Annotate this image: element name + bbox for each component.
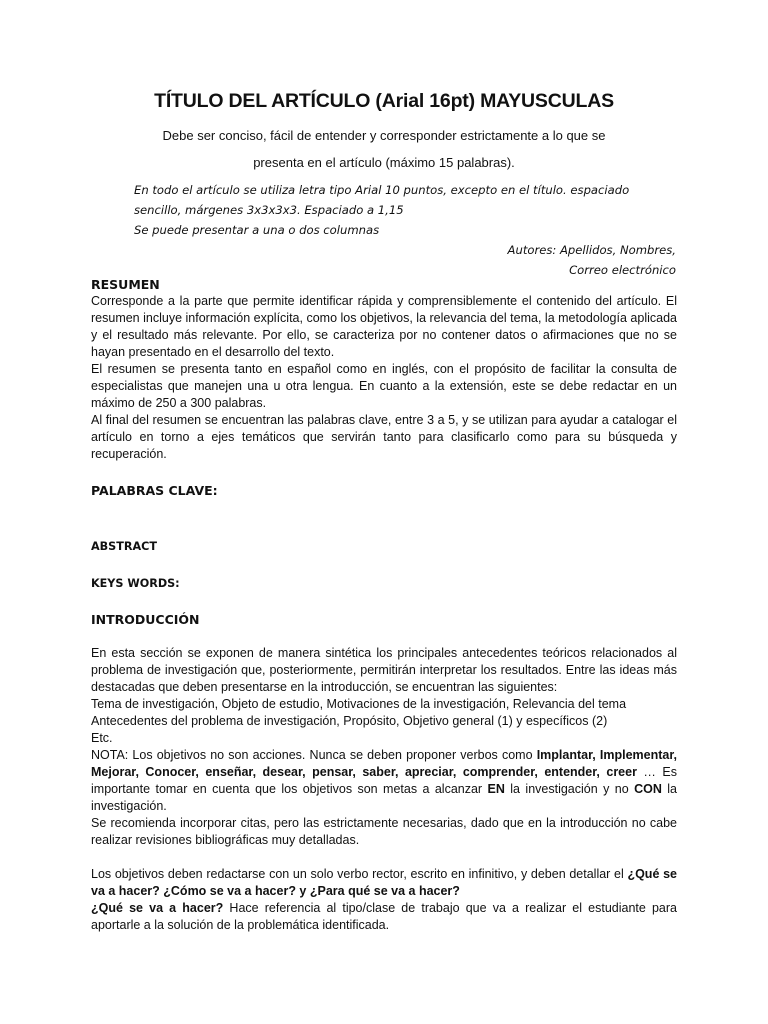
format-note-3: Se puede presentar a una o dos columnas bbox=[134, 223, 380, 237]
resumen-paragraph: Al final del resumen se encuentran las palabras clave, entre 3 a 5, y se utilizan para ayudar a catalogar el artículo en torno a ejes temáticos que servirán tanto para clasificarlo como para su búsqueda y recuperación. bbox=[91, 413, 677, 461]
resumen-body bbox=[91, 293, 677, 463]
nota-text: la investigación. bbox=[91, 782, 677, 813]
format-note-2: sencillo, márgenes 3x3x3x3. Espaciado a 1,15 bbox=[134, 203, 404, 217]
introduccion-heading: INTRODUCCIÓN bbox=[91, 612, 200, 627]
nota-verbs: Implantar, Implementar, Mejorar, Conocer, enseñar, desear, pensar, saber, apreciar, comprender, entender, creer bbox=[91, 748, 677, 779]
que-question: ¿Qué se va a hacer? bbox=[91, 901, 224, 915]
objetivos-paragraph bbox=[91, 866, 677, 900]
intro-list-line: Tema de investigación, Objeto de estudio, Motivaciones de la investigación, Relevancia del tema bbox=[91, 697, 627, 711]
resumen-paragraph: Corresponde a la parte que permite identificar rápida y comprensiblemente el contenido del artículo. El resumen incluye información explícita, como los objetivos, la relevancia del tema, la metodología aplicada y el resultado más relevante. Por ello, se caracteriza por no contener datos o afirmaciones que no se hayan presentado en el desarrollo del texto. bbox=[91, 294, 677, 359]
que-paragraph bbox=[91, 900, 677, 934]
nota-text: NOTA: Los objetivos no son acciones. Nunca se deben proponer verbos como bbox=[91, 748, 537, 762]
que-text: Hace referencia al tipo/clase de trabajo que va a realizar el estudiante para aportarle a la solución de la problemática identificada. bbox=[91, 901, 677, 932]
intro-list-line: Antecedentes del problema de investigación, Propósito, Objetivo general (1) y específicos (2) bbox=[91, 714, 608, 728]
objetivos-questions: ¿Qué se va a hacer? ¿Cómo se va a hacer? y ¿Para qué se va a hacer? bbox=[91, 867, 677, 898]
resumen-paragraph: El resumen se presenta tanto en español como en inglés, con el propósito de facilitar la consulta de especialistas que manejen una u otra lengua. En cuanto a la extensión, este se debe redactar en un máximo de 250 a 300 palabras. bbox=[91, 362, 677, 410]
introduccion-body bbox=[91, 645, 677, 934]
format-note-1: En todo el artículo se utiliza letra tipo Arial 10 puntos, excepto en el título. espaciado bbox=[134, 183, 630, 197]
nota-emphasis: EN bbox=[487, 782, 505, 796]
nota-paragraph bbox=[91, 747, 677, 815]
nota-emphasis: CON bbox=[634, 782, 662, 796]
palabras-clave-heading: PALABRAS CLAVE: bbox=[91, 483, 218, 498]
keys-words-heading: KEYS WORDS: bbox=[91, 577, 180, 590]
subtitle-line-2: presenta en el artículo (máximo 15 palabras). bbox=[253, 155, 515, 170]
intro-list-line: Etc. bbox=[91, 731, 113, 745]
authors-line: Autores: Apellidos, Nombres, bbox=[507, 243, 676, 257]
abstract-heading: ABSTRACT bbox=[91, 540, 157, 553]
subtitle-line-1: Debe ser conciso, fácil de entender y corresponder estrictamente a lo que se bbox=[162, 128, 606, 143]
objetivos-text: Los objetivos deben redactarse con un solo verbo rector, escrito en infinitivo, y deben detallar el bbox=[91, 867, 628, 881]
nota-text: … Es importante tomar en cuenta que los objetivos son metas a alcanzar bbox=[91, 765, 677, 796]
article-title: TÍTULO DEL ARTÍCULO (Arial 16pt) MAYUSCULAS bbox=[154, 90, 614, 112]
intro-paragraph: Se recomienda incorporar citas, pero las estrictamente necesarias, dado que en la introducción no cabe realizar revisiones bibliográficas muy detalladas. bbox=[91, 816, 677, 847]
email-line: Correo electrónico bbox=[569, 263, 676, 277]
nota-text: la investigación y no bbox=[504, 782, 635, 796]
intro-paragraph: En esta sección se exponen de manera sintética los principales antecedentes teóricos relacionados al problema de investigación que, posteriormente, permitirán interpretar los resultados. Entre las ideas más destacadas que deben presentarse en la introducción, se encuentran las siguientes: bbox=[91, 646, 677, 694]
resumen-heading: RESUMEN bbox=[91, 277, 160, 292]
